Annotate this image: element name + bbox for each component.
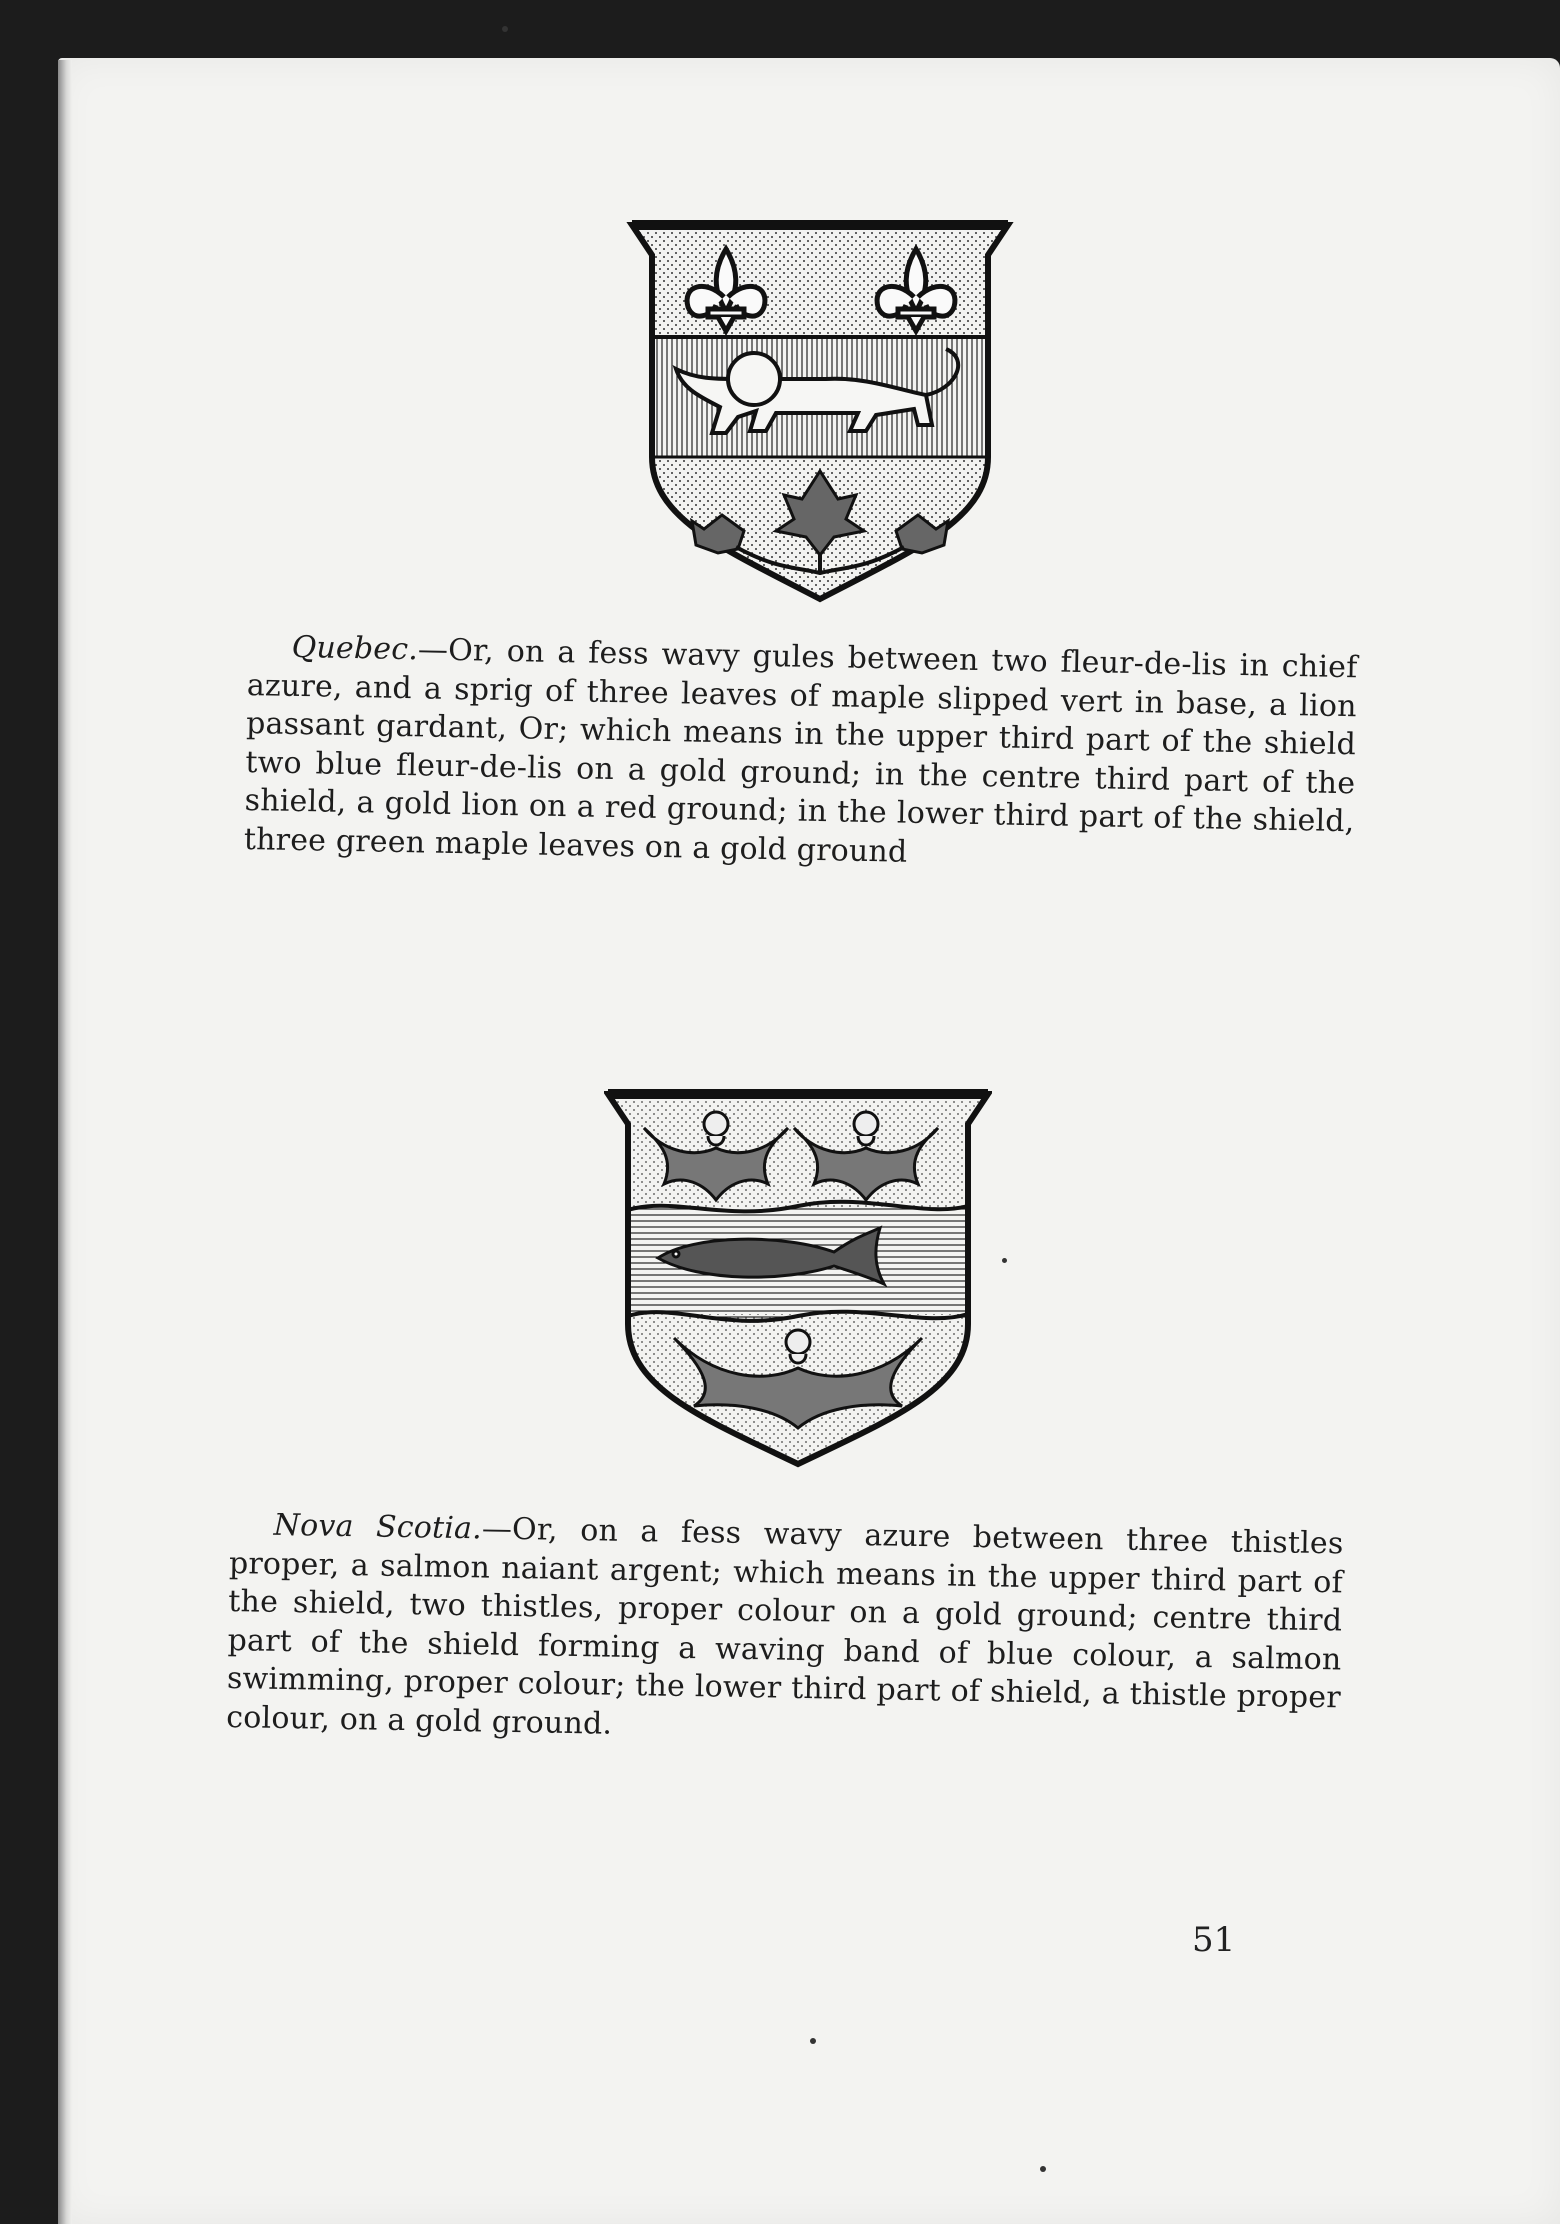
nova-scotia-heading: Nova Scotia. [273, 1507, 483, 1547]
dust-speck [1002, 1258, 1007, 1263]
quebec-description: —Or, on a fess wavy gules between two fleur-de-lis in chief azure, and a sprig of three leaves of maple slipped vert in base, a lion passant gardant, Or; which means in the upper third part of the shield two blue fleur-de-lis on a gold ground; in the centre third part of the shield, a gold lion on a red ground; in the lower third part of the shield, three green maple leaves on a gold ground [243, 632, 1358, 870]
dust-speck [810, 2038, 816, 2044]
page-number: 51 [1192, 1920, 1236, 1960]
nova-scotia-description: —Or, on a fess wavy azure between three thistles proper, a salmon naiant argent; which means in the upper third part of the shield, two thistles, proper colour on a gold ground; centre third part of the shield forming a waving band of blue colour, a salmon swimming, proper colour; the lower third part of shield, a thistle proper colour, on a gold ground. [226, 1511, 1344, 1742]
quebec-blazon-paragraph [244, 628, 1358, 880]
page-binding-edge [58, 60, 72, 2224]
nova-scotia-blazon-paragraph [226, 1506, 1344, 1756]
dust-speck [1040, 2166, 1046, 2172]
quebec-coat-of-arms-image [626, 219, 1014, 603]
quebec-heading: Quebec. [291, 629, 419, 668]
nova-scotia-coat-of-arms-image [604, 1088, 992, 1468]
dust-speck [502, 26, 508, 32]
